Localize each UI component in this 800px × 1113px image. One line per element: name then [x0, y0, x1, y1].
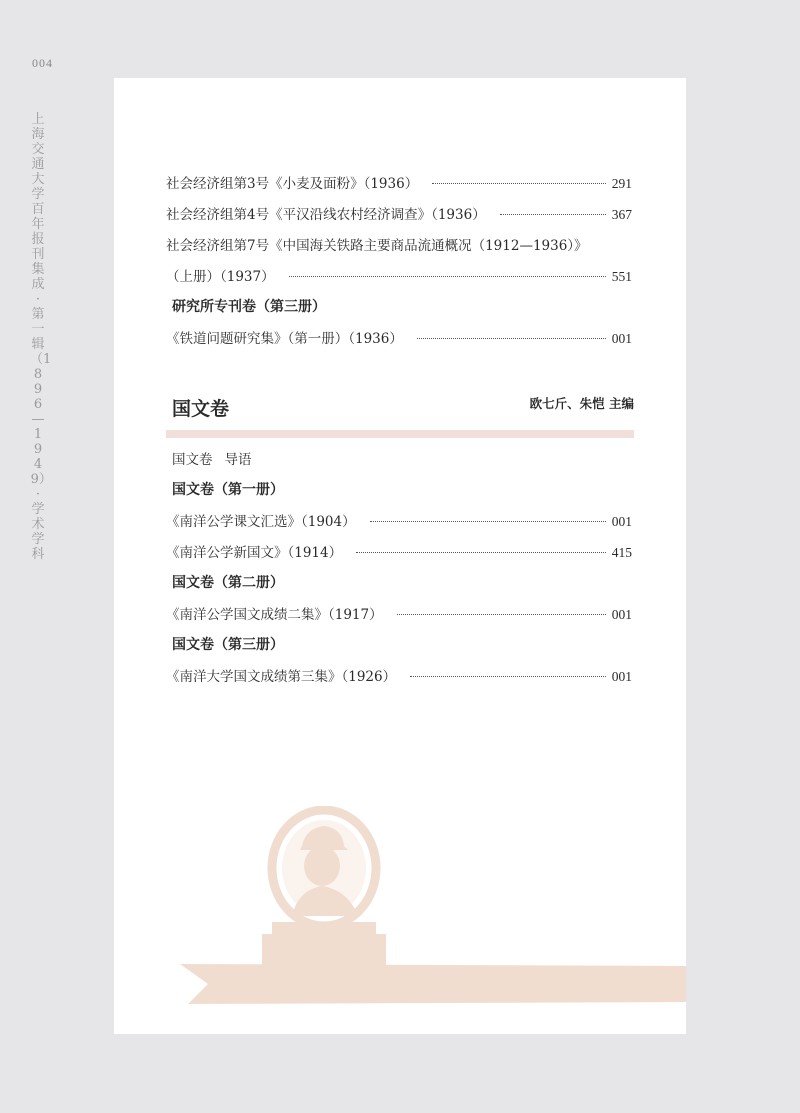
leader-dots: [410, 676, 606, 677]
volume-heading: 国文卷（第二册）: [172, 575, 284, 591]
toc-entry[interactable]: [166, 265, 632, 296]
toc-entry-title: 《南洋公学课文汇选》（1904）: [166, 514, 356, 530]
section-intro[interactable]: [166, 448, 632, 479]
page-number: 004: [32, 56, 53, 70]
leader-dots: [397, 614, 606, 615]
toc-entry-page: 291: [611, 176, 632, 191]
leader-dots: [289, 276, 606, 277]
leader-dots: [370, 521, 606, 522]
toc-entry[interactable]: [166, 541, 632, 572]
toc-entry-title: 社会经济组第3号《小麦及面粉》（1936）: [166, 176, 419, 192]
leader-dots: [356, 552, 606, 553]
toc-entry[interactable]: [166, 510, 632, 541]
section-divider-bar: [166, 430, 634, 438]
toc-entry-page: 001: [611, 514, 632, 529]
running-title: 上海交通大学百年报刊集成·第一辑（1896—1949）·学术学科: [30, 112, 52, 562]
toc-entry[interactable]: [166, 603, 632, 634]
intro-label: 导语: [224, 452, 252, 468]
toc-entry-page: 001: [611, 331, 632, 346]
ribbon-banner-graphic: [180, 964, 686, 1004]
toc-entry-title: 《铁道问题研究集》（第一册）（1936）: [166, 331, 403, 347]
toc-entry[interactable]: [166, 203, 632, 234]
section-editors: 欧七斤、朱恺 主编: [529, 396, 634, 411]
leader-dots: [500, 214, 606, 215]
toc-entry-title: 《南洋大学国文成绩第三集》（1926）: [166, 669, 397, 685]
toc-entry[interactable]: [166, 327, 632, 358]
toc-entry-title: 社会经济组第7号《中国海关铁路主要商品流通概况（1912—1936）》: [166, 238, 588, 254]
volume-heading: 国文卷（第一册）: [172, 482, 284, 498]
section-title: 国文卷: [172, 398, 230, 420]
toc-entry-page: 001: [611, 669, 632, 684]
toc-entry-page: 367: [611, 207, 632, 222]
toc-entry-title: （上册）（1937）: [166, 269, 275, 285]
toc-entry-page: 551: [611, 269, 632, 284]
leader-dots: [432, 183, 606, 184]
toc-entry-title: 《南洋公学国文成绩二集》（1917）: [166, 607, 383, 623]
page-sheet: [114, 78, 686, 1034]
intro-volume: 国文卷: [172, 452, 213, 468]
toc-entry-title: 《南洋公学新国文》（1914）: [166, 545, 343, 561]
subsection-heading: 研究所专刊卷（第三册）: [172, 299, 326, 315]
toc-top: [166, 172, 632, 358]
portrait-medallion-graphic: [262, 806, 412, 976]
toc-entry-title: 社会经济组第4号《平汉沿线农村经济调查》（1936）: [166, 207, 486, 223]
toc-entry-page: 001: [611, 607, 632, 622]
toc-entry[interactable]: [166, 234, 632, 265]
toc-entry[interactable]: [166, 172, 632, 203]
toc-section: [166, 448, 632, 696]
section-header: [166, 388, 634, 438]
toc-entry[interactable]: [166, 665, 632, 696]
leader-dots: [417, 338, 606, 339]
volume-heading: 国文卷（第三册）: [172, 637, 284, 653]
toc-entry-page: 415: [611, 545, 632, 560]
